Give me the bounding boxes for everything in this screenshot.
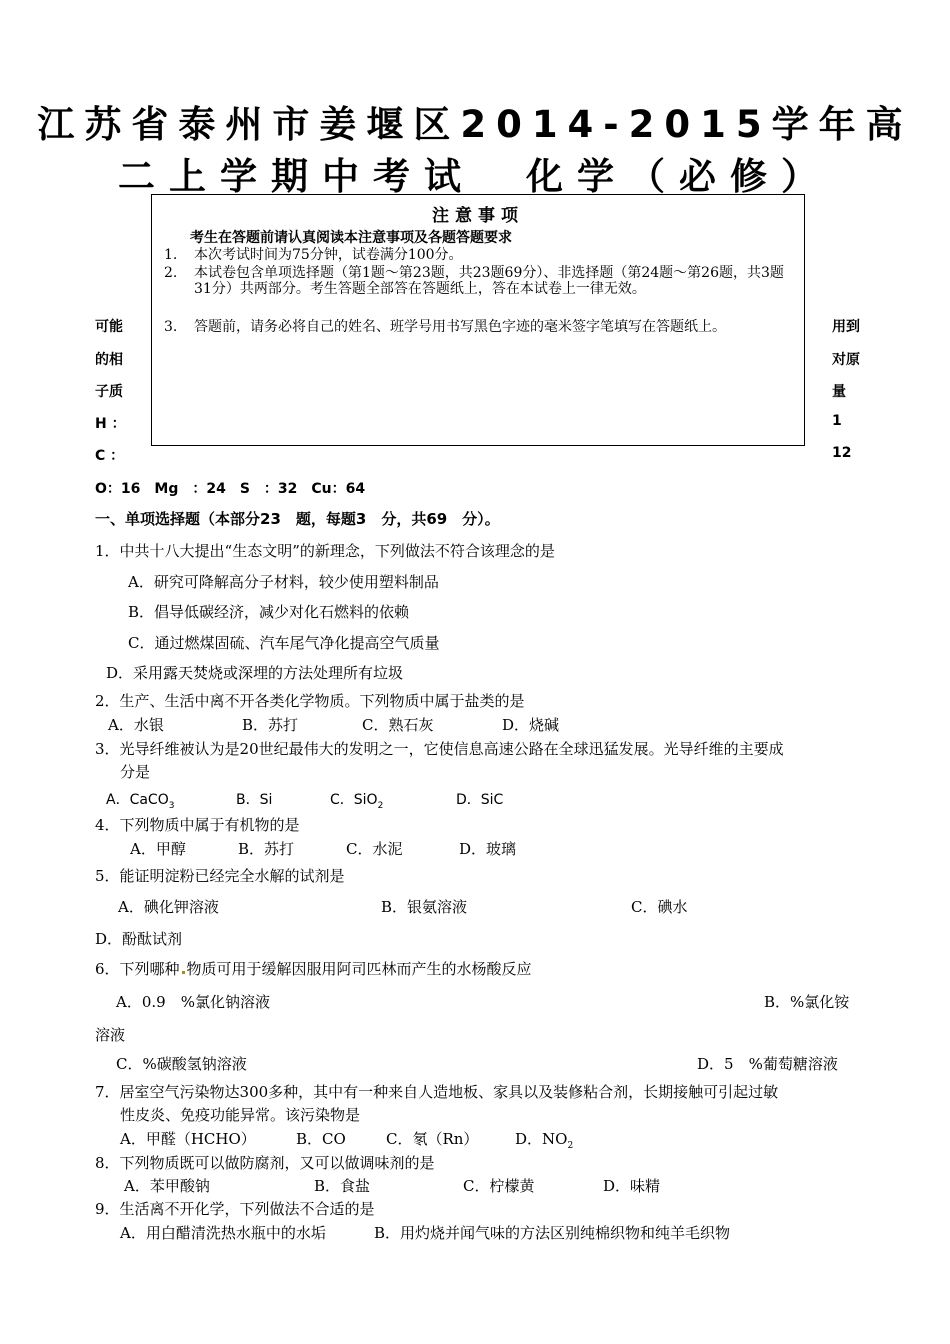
question-4-option-b: B．苏打	[238, 840, 295, 858]
notice-box	[151, 194, 805, 446]
question-3-option-d: D．SiC	[456, 792, 504, 808]
question-5-stem: 5．能证明淀粉已经完全水解的试剂是	[95, 867, 345, 885]
question-7-option-a: A．甲醛（HCHO）	[120, 1130, 256, 1148]
question-5-option-a: A．碘化钾溶液	[118, 898, 219, 916]
atomic-mass-left-4: H ：	[95, 416, 126, 432]
question-3-option-b: B．Si	[236, 792, 273, 808]
question-9-option-a: A．用白醋清洗热水瓶中的水垢	[120, 1224, 326, 1242]
atomic-mass-right-1: 用到	[832, 319, 860, 335]
question-6-option-d: D．5 %葡萄糖溶液	[697, 1055, 838, 1073]
atomic-mass-left-5: C ：	[95, 448, 125, 464]
question-7-stem-cont: 性皮炎、免疫功能异常。该污染物是	[120, 1106, 361, 1124]
question-7-option-b: B．CO	[296, 1130, 346, 1148]
question-8-option-b: B．食盐	[314, 1177, 371, 1195]
atomic-mass-right-3: 量	[832, 384, 846, 400]
notice-item-text: 本次考试时间为75分钟，试卷满分100分。	[194, 247, 463, 263]
question-7-option-c: C．氡（Rn）	[386, 1130, 479, 1148]
question-1-stem: 1．中共十八大提出“生态文明”的新理念，下列做法不符合该理念的是	[95, 542, 555, 560]
question-4-stem: 4．下列物质中属于有机物的是	[95, 816, 300, 834]
question-6-stem: 6．下列哪种 物质可用于缓解因服用阿司匹林而产生的水杨酸反应	[95, 960, 532, 978]
question-5-option-c: C．碘水	[631, 898, 688, 916]
notice-item-text: 答题前，请务必将自己的姓名、班学号用书写黑色字迹的毫米签字笔填写在答题纸上。	[194, 319, 726, 335]
question-4-option-a: A．甲醇	[130, 840, 186, 858]
question-5-option-b: B．银氨溶液	[381, 898, 468, 916]
atomic-mass-right-2: 对原	[832, 352, 860, 368]
question-2-option-a: A．水银	[108, 716, 164, 734]
question-8-option-c: C．柠檬黄	[463, 1177, 535, 1195]
question-3-option-c: C．SiO$_2$	[330, 792, 384, 811]
atomic-mass-right-5: 12	[832, 445, 852, 461]
document-title-line-2: 二上学期中考试 化学（必修）	[118, 155, 832, 198]
question-2-option-b: B．苏打	[242, 716, 299, 734]
marker-dot	[182, 971, 185, 974]
atomic-mass-right-4: 1	[832, 413, 842, 429]
question-1-option-c: C．通过燃煤固硫、汽车尾气净化提高空气质量	[128, 634, 440, 652]
notice-item-number: 2.	[164, 265, 178, 281]
question-2-option-d: D．烧碱	[502, 716, 560, 734]
atomic-mass-left-2: 的相	[95, 352, 123, 368]
question-3-stem: 3．光导纤维被认为是20世纪最伟大的发明之一，它使信息高速公路在全球迅猛发展。光导纤维的主要成	[95, 740, 784, 758]
atomic-mass-left-1: 可能	[95, 319, 123, 335]
question-8-option-a: A．苯甲酸钠	[124, 1177, 210, 1195]
question-9-stem: 9．生活离不开化学，下列做法不合适的是	[95, 1200, 375, 1218]
question-2-stem: 2．生产、生活中离不开各类化学物质。下列物质中属于盐类的是	[95, 692, 525, 710]
question-6-option-a: A．0.9 %氯化钠溶液	[116, 993, 270, 1011]
question-2-option-c: C．熟石灰	[362, 716, 434, 734]
question-1-option-a: A．研究可降解高分子材料，较少使用塑料制品	[128, 573, 439, 591]
question-7-option-d: D．$NO_2$	[515, 1130, 574, 1151]
question-9-option-b: B．用灼烧并闻气味的方法区别纯棉织物和纯羊毛织物	[374, 1224, 731, 1242]
question-6-option-b-cont: 溶液	[95, 1026, 126, 1044]
question-1-option-d: D．采用露天焚烧或深埋的方法处理所有垃圾	[106, 664, 404, 682]
atomic-mass-line: O：16 Mg ：24 S ：32 Cu：64	[95, 481, 366, 497]
atomic-mass-left-3: 子质	[95, 384, 123, 400]
notice-subheading: 考生在答题前请认真阅读本注意事项及各题答题要求	[190, 230, 512, 246]
question-7-stem: 7．居室空气污染物达300多种，其中有一种来自人造地板、家具以及装修粘合剂，长期接触可引起过敏	[95, 1083, 779, 1101]
question-4-option-d: D．玻璃	[459, 840, 517, 858]
question-4-option-c: C．水泥	[346, 840, 403, 858]
notice-item-text: 本试卷包含单项选择题（第1题～第23题，共23题69分）、非选择题（第24题～第26题，共3题31分）共两部分。考生答题全部答在答题纸上，答在本试卷上一律无效。	[194, 265, 784, 297]
document-title-line-1: 江苏省泰州市姜堰区2014-2015学年高	[37, 103, 913, 146]
question-5-option-d: D．酚酞试剂	[95, 930, 183, 948]
question-3-option-a: A．CaCO$_3$	[106, 792, 175, 811]
question-8-option-d: D．味精	[603, 1177, 661, 1195]
question-8-stem: 8．下列物质既可以做防腐剂，又可以做调味剂的是	[95, 1154, 435, 1172]
question-3-stem-cont: 分是	[120, 763, 151, 781]
section-heading: 一、单项选择题（本部分23 题，每题3 分，共69 分）。	[95, 510, 500, 528]
notice-item-number: 1.	[164, 247, 178, 263]
notice-item-number: 3.	[164, 319, 178, 335]
question-6-option-c: C．%碳酸氢钠溶液	[116, 1055, 247, 1073]
notice-heading: 注意事项	[432, 206, 524, 226]
question-1-option-b: B．倡导低碳经济，减少对化石燃料的依赖	[128, 603, 410, 621]
question-6-option-b: B．%氯化铵	[764, 993, 850, 1011]
